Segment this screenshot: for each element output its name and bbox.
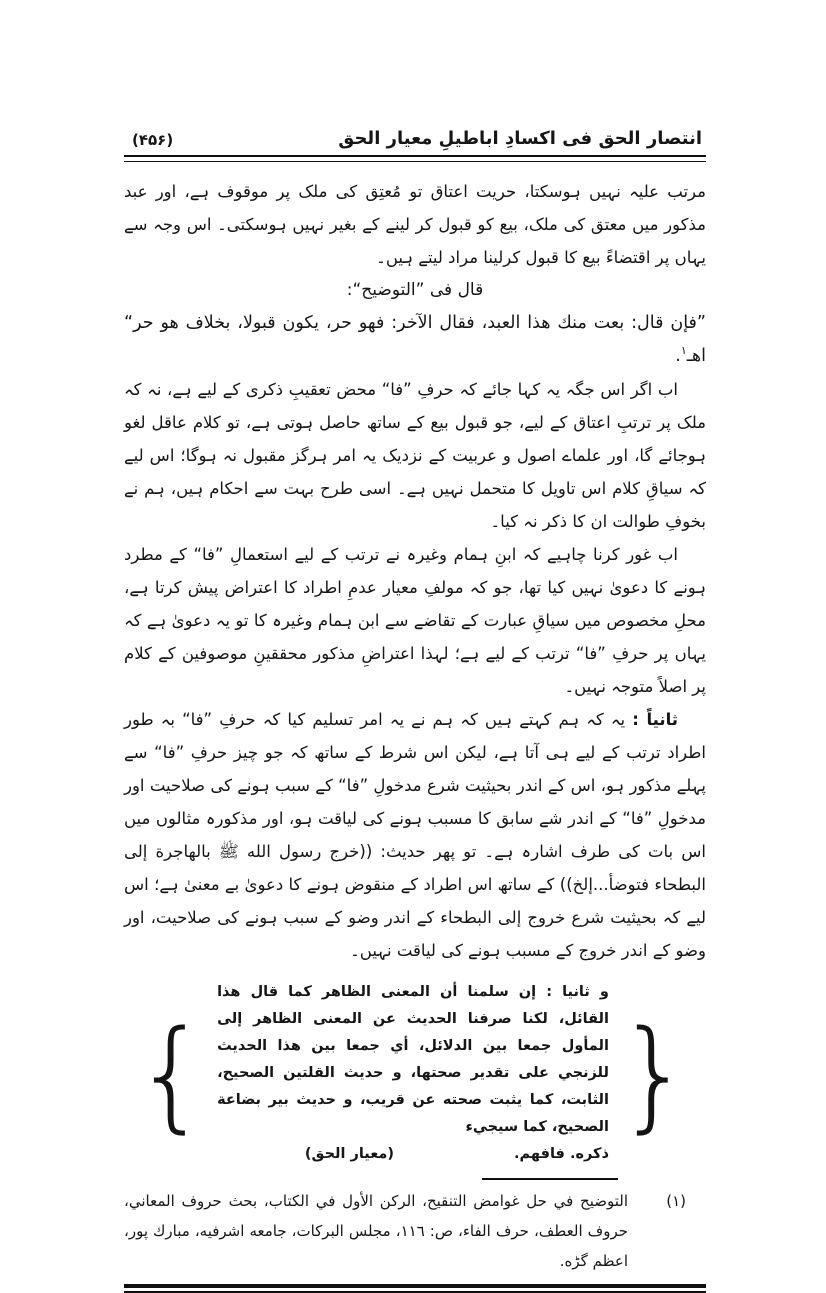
right-brace-glyph: }	[616, 1003, 692, 1144]
quote-period: .	[675, 346, 681, 366]
footnote-number: (١)	[666, 1192, 686, 1210]
qal-fi-line: قال فی ”التوضیح“:	[346, 280, 484, 300]
header-rule	[124, 155, 706, 162]
saniyan-lead-word: ثانیاً :	[632, 710, 678, 729]
block-last-line	[217, 1141, 609, 1168]
block-main-text: و ثانيا : إن سلمنا أن المعنى الظاهر كما قال هذا القائل، لكنا صرفنا الحديث عن المعنى الظاهر إلى المأول جمعا بين الدلائل، أي جمعا بين هذا الحديث للزنجي على تقدير صحتها، و حديث القلتين الصحيح، الثابت، كما يثبت صحته عن قريب، و حديث بير بضاعة الصحيح، كما سيجيء	[217, 984, 609, 1135]
page-header	[124, 128, 706, 155]
paragraph-ibn-humam: اب غور کرنا چاہیے کہ ابنِ ہمام وغیرہ نے ترتب کے لیے استعمالِ ”فا“ کے مطرد ہونے کا دعویٰ نہیں کیا تھا، جو کہ مولفِ معیار عدمِ اطراد کا اعتراض پیش کرتا ہے، محلِ مخصوص میں سیاقِ عبارت کے تقاضے سے ابن ہمام وغیرہ کا تو یہ دعویٰ ہے کہ یہاں پر حرفِ ”فا“ ترتب کے لیے ہے؛ لہذا اعتراضِ مذکور محققینِ موصوفین کے کلام پر اصلاً متوجہ نہیں۔	[124, 545, 706, 696]
footnote-reference-marker: ۱	[680, 344, 687, 358]
left-brace-glyph: {	[134, 1003, 210, 1144]
block-attribution: (معيار الحق)	[304, 1146, 395, 1162]
saniyan-body: یہ کہ ہم کہتے ہیں کہ ہم نے یہ امر تسلیم کیا کہ حرفِ ”فا“ بہ طور اطراد ترتب کے لیے ہی آتا ہے، لیکن اس شرط کے ساتھ کہ جو چیز حرفِ ”فا“ سے پہلے مذکور ہو، اس کے اندر بحیثیت شرع مدخولِ ”فا“ کے سبب ہونے کی صلاحیت اور مدخولِ ”فا“ کے اندر شے سابق کا مسبب ہونے کی لیاقت ہو، اور مذکورہ مثالوں میں اس بات کی طرف اشارہ ہے۔ تو پھر حدیث: ((خرج رسول الله ﷺ بالهاجرة إلى البطحاء فتوضأ...إلخ)) کے ساتھ اس اطراد کے منقوض ہونے کا دعویٰ بے معنیٰ ہے؛ اس لیے کہ بحیثیت شرع خروج إلى البطحاء کے اندر وضو کے سبب ہونے کی صلاحیت، اور وضو کے اندر خروج کے مسبب ہونے کی لیاقت نہیں۔	[124, 710, 706, 960]
bracketed-block-text	[209, 977, 617, 1170]
page-number: (۴۵۶)	[132, 131, 174, 149]
bottom-rule	[124, 1284, 706, 1293]
arabic-quotation	[124, 307, 706, 373]
footnote-separator	[482, 1178, 618, 1180]
page-content	[124, 128, 706, 1293]
paragraph-saniyan	[124, 703, 706, 967]
paragraph-continuation: مرتب علیہ نہیں ہوسکتا، حریت اعتاق تو مُعتِق کی ملک پر موقوف ہے، اور عبد مذکور میں معتق کی ملک، بیع کو قبول کر لینے کے بغیر نہیں ہوسکتی۔ اس وجہ سے یہاں پر اقتضاءً بیع کا قبول کرلینا مراد لیتے ہیں۔	[124, 182, 706, 267]
footnote-text: التوضيح في حل غوامض التنقيح، الركن الأول في الكتاب، بحث حروف المعاني، حروف العطف، حرف الفاء، ص: ١١٦، مجلس البركات، جامعه اشرفيه، مبارك پور، اعظم گڑه.	[124, 1192, 628, 1270]
paragraph-fa-taqib: اب اگر اس جگہ یہ کہا جائے کہ حرفِ ”فا“ محض تعقیبِ ذکری کے لیے ہے، نہ کہ ملک پر ترتبِ اعتاق کے لیے، جو قبول بیع کے ساتھ حاصل ہوتی ہے، تو کلام عاقل لغو ہوجائے گا، اور علماے اصول و عربیت کے نزدیک یہ امر ہرگز مقبول نہ ہوگا؛ اس لیے کہ سیاقِ کلام اس تاویل کا متحمل نہیں ہے۔ اسی طرح بہت سے احکام ہیں، ہم نے بخوفِ طوالت ان کا ذکر نہ کیا۔	[124, 380, 706, 531]
bracketed-arabic-block	[134, 977, 692, 1170]
footnote	[124, 1186, 706, 1276]
quote-text: ”فإن قال: بعت منك هذا العبد، فقال الآخر: فهو حر، يكون قبولا، بخلاف هو حر“ اهـ	[124, 313, 706, 366]
book-title: انتصار الحق فی اکسادِ اباطیلِ معیار الحق	[338, 128, 702, 149]
block-closing-words: ذكره. فافهم.	[514, 1146, 609, 1162]
